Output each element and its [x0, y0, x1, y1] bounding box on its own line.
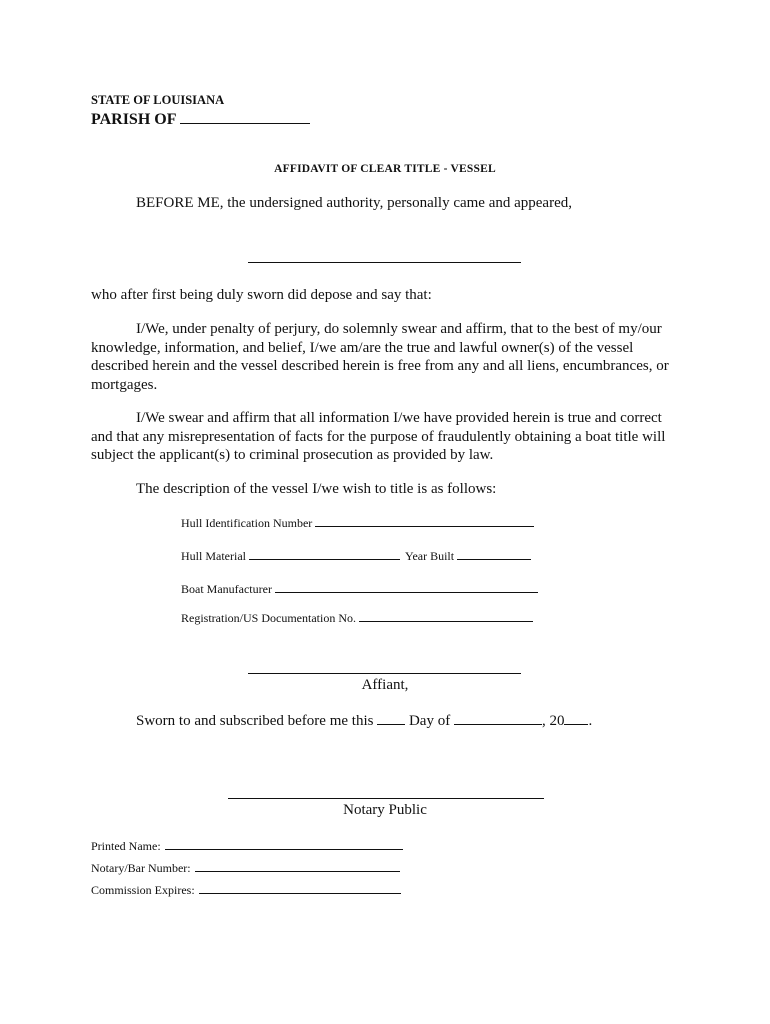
printed-name-field — [91, 838, 403, 854]
bar-number-field — [91, 860, 400, 876]
parish-blank[interactable] — [180, 109, 310, 124]
description-intro: The description of the vessel I/we wish to title is as follows: — [136, 481, 497, 497]
hin-field — [181, 515, 534, 531]
manufacturer-blank[interactable] — [275, 581, 538, 593]
sworn-year-blank[interactable] — [564, 712, 588, 725]
sworn-text-3: , 20 — [541, 713, 565, 729]
appearer-name-line[interactable] — [248, 262, 521, 263]
sworn-text-2: Day of — [408, 713, 451, 729]
registration-field — [181, 610, 533, 626]
notary-label: Notary Public — [343, 802, 427, 818]
affiant-signature-line[interactable] — [248, 673, 521, 674]
registration-blank[interactable] — [359, 610, 533, 622]
hull-material-blank[interactable] — [249, 548, 400, 560]
printed-name-label: Printed Name: — [91, 839, 161, 853]
affiant-label: Affiant, — [361, 677, 409, 693]
parish-label: PARISH OF — [91, 111, 177, 128]
parish-heading — [91, 109, 310, 129]
manufacturer-field — [181, 581, 538, 597]
hin-blank[interactable] — [315, 515, 534, 527]
intro-text: BEFORE ME, the undersigned authority, personally came and appeared, — [136, 195, 572, 211]
bar-number-label: Notary/Bar Number: — [91, 861, 191, 875]
registration-label: Registration/US Documentation No. — [181, 611, 356, 625]
year-built-label: Year Built — [404, 549, 455, 563]
hull-material-label: Hull Material — [181, 549, 246, 563]
commission-blank[interactable] — [199, 882, 401, 894]
notary-signature-line[interactable] — [228, 798, 544, 799]
bar-number-blank[interactable] — [195, 860, 400, 872]
printed-name-blank[interactable] — [165, 838, 403, 850]
sworn-day-blank[interactable] — [377, 712, 405, 725]
deposed-text: who after first being duly sworn did depose and say that: — [91, 287, 432, 303]
hin-label: Hull Identification Number — [181, 516, 313, 530]
document-title: AFFIDAVIT OF CLEAR TITLE - VESSEL — [274, 163, 496, 175]
commission-field — [91, 882, 401, 898]
paragraph-misrepresentation: I/We swear and affirm that all information I/we have provided herein is true and correct and that any misrepresentation of facts for the purpose of fraudulently obtaining a boat title will subject the applicant(s) to criminal prosecution as provided by law. — [91, 410, 666, 463]
paragraph-ownership: I/We, under penalty of perjury, do solemnly swear and affirm, that to the best of my/our knowledge, information, and belief, I/we am/are the true and lawful owner(s) of the vessel described herein and the vessel described herein is free from any and all liens, encumbrances, or mortgages. — [91, 321, 669, 393]
year-built-blank[interactable] — [457, 548, 531, 560]
sworn-text-4: . — [588, 713, 593, 729]
sworn-month-blank[interactable] — [454, 712, 542, 725]
sworn-text-1: Sworn to and subscribed before me this — [136, 713, 374, 729]
state-heading: STATE OF LOUISIANA — [91, 93, 225, 107]
sworn-statement — [136, 712, 592, 730]
manufacturer-label: Boat Manufacturer — [181, 582, 272, 596]
commission-label: Commission Expires: — [91, 883, 195, 897]
hull-material-field — [181, 548, 531, 564]
